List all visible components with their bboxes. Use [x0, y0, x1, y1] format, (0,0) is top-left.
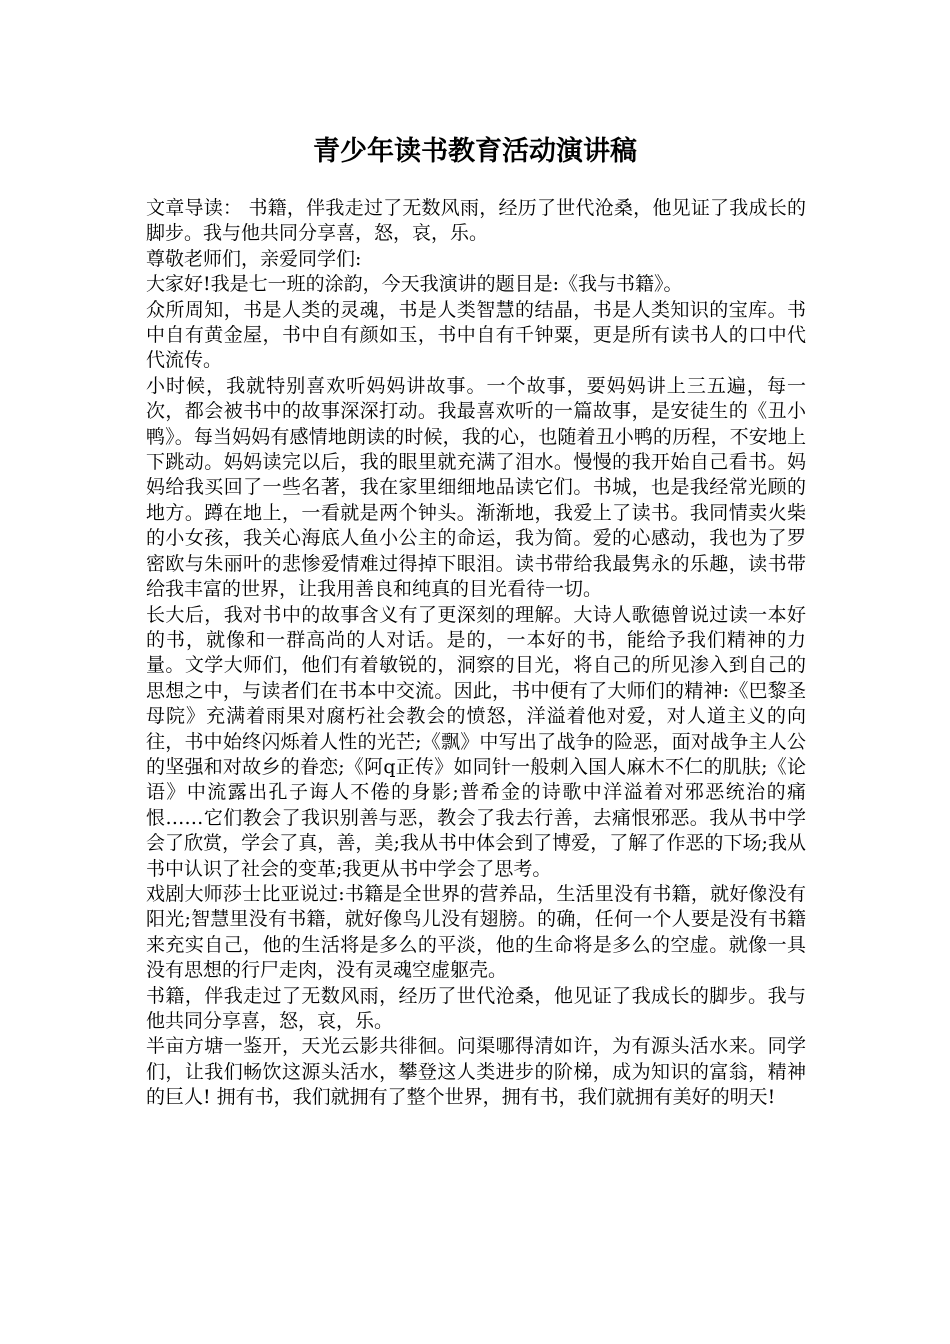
paragraph-salutation: 尊敬老师们，亲爱同学们: — [146, 247, 362, 270]
document-title: 青少年读书教育活动演讲稿 — [313, 136, 637, 167]
paragraph-conclusion: 半亩方塘一鉴开，天光云影共徘徊。问渠哪得清如许，为有源头活水来。同学们，让我们畅饮这源头活水，攀登这人类进步的阶梯，成为知识的富翁，精神的巨人! 拥有书，我们就拥有了整个世界，拥有书，我们就拥有美好的明天! — [146, 1035, 806, 1109]
paragraph-books-soul: 众所周知，书是人类的灵魂，书是人类智慧的结晶，书是人类知识的宝库。书中自有黄金屋，书中自有颜如玉，书中自有千钟粟，更是所有读书人的口中代代流传。 — [146, 298, 806, 372]
paragraph-shakespeare: 戏剧大师莎士比亚说过:书籍是全世界的营养品，生活里没有书籍，就好像没有阳光;智慧里没有书籍，就好像鸟儿没有翅膀。的确，任何一个人要是没有书籍来充实自己，他的生活将是多么的平淡，他的生命将是多么的空虚。就像一具没有思想的行尸走肉，没有灵魂空虚躯壳。 — [146, 882, 806, 982]
paragraph-childhood: 小时候，我就特别喜欢听妈妈讲故事。一个故事，要妈妈讲上三五遍，每一次，都会被书中的故事深深打动。我最喜欢听的一篇故事，是安徒生的《丑小鸭》。每当妈妈有感情地朗读的时候，我的心，也随着丑小鸭的历程，不安地上下跳动。妈妈读完以后，我的眼里就充满了泪水。慢慢的我开始自己看书。妈妈给我买回了一些名著，我在家里细细地品读它们。书城，也是我经常光顾的地方。蹲在地上，一看就是两个钟头。渐渐地，我爱上了读书。我同情卖火柴的小女孩，我关心海底人鱼小公主的命运，我为简。爱的心感动，我也为了罗密欧与朱丽叶的悲惨爱情难过得掉下眼泪。读书带给我最隽永的乐趣，读书带给我丰富的世界，让我用善良和纯真的目光看待一切。 — [146, 374, 806, 601]
paragraph-intro: 文章导读： 书籍，伴我走过了无数风雨，经历了世代沧桑，他见证了我成长的脚步。我与他共同分享喜，怒，哀，乐。 — [146, 197, 806, 245]
paragraph-greeting: 大家好!我是七一班的涂韵，今天我演讲的题目是:《我与书籍》。 — [146, 273, 683, 296]
paragraph-companion: 书籍，伴我走过了无数风雨，经历了世代沧桑，他见证了我成长的脚步。我与他共同分享喜，怒，哀，乐。 — [146, 984, 806, 1032]
document-body — [146, 196, 806, 1111]
paragraph-growing-up: 长大后，我对书中的故事含义有了更深刻的理解。大诗人歌德曾说过读一本好的书，就像和一群高尚的人对话。是的，一本好的书，能给予我们精神的力量。文学大师们，他们有着敏锐的，洞察的目光，将自己的所见渗入到自己的思想之中，与读者们在书本中交流。因此，书中便有了大师们的精神:《巴黎圣母院》充满着雨果对腐朽社会教会的愤怒，洋溢着他对爱，对人道主义的向往，书中始终闪烁着人性的光芒;《飘》中写出了战争的险恶，面对战争主人公的坚强和对故乡的眷恋;《阿q正传》如同针一般刺入国人麻木不仁的肌肤;《论语》中流露出孔子诲人不倦的身影;普希金的诗歌中洋溢着对邪恶统治的痛恨……它们教会了我识别善与恶，教会了我去行善，去痛恨邪恶。我从书中学会了欣赏，学会了真，善，美;我从书中体会到了博爱，了解了作恶的下场;我从书中认识了社会的变革;我更从书中学会了思考。 — [146, 603, 806, 880]
